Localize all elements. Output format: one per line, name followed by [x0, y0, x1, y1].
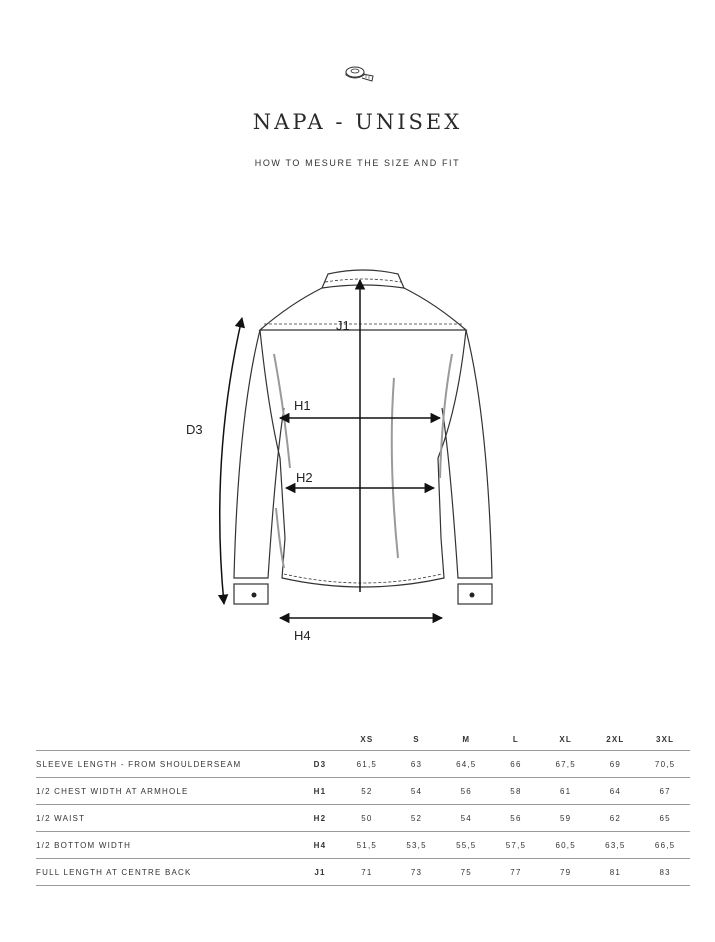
label-h2: H2: [296, 470, 313, 485]
row-code: H1: [298, 778, 342, 805]
cell-value: 62: [591, 805, 641, 832]
cell-value: 50: [342, 805, 392, 832]
cell-value: 64: [591, 778, 641, 805]
size-header: L: [491, 728, 541, 751]
label-d3: D3: [186, 422, 203, 437]
row-label: SLEEVE LENGTH - FROM SHOULDERSEAM: [36, 751, 298, 778]
cell-value: 54: [392, 778, 442, 805]
cell-value: 66: [491, 751, 541, 778]
cell-value: 79: [541, 859, 591, 886]
row-label: FULL LENGTH AT CENTRE BACK: [36, 859, 298, 886]
page-title: NAPA - UNISEX: [252, 110, 463, 134]
cell-value: 69: [591, 751, 641, 778]
row-code: H4: [298, 832, 342, 859]
cell-value: 60,5: [541, 832, 591, 859]
table-row: [36, 859, 690, 886]
table-row: [36, 832, 690, 859]
row-code: D3: [298, 751, 342, 778]
cell-value: 67,5: [541, 751, 591, 778]
shirt-back-illustration: [180, 258, 520, 658]
cell-value: 75: [441, 859, 491, 886]
size-header: 3XL: [640, 728, 690, 751]
size-chart-table: [36, 728, 690, 886]
size-header: XS: [342, 728, 392, 751]
cell-value: 70,5: [640, 751, 690, 778]
row-label: 1/2 CHEST WIDTH AT ARMHOLE: [36, 778, 298, 805]
measuring-tape-icon: [343, 62, 375, 84]
cell-value: 81: [591, 859, 641, 886]
label-h4: H4: [294, 628, 311, 643]
table-row: [36, 751, 690, 778]
cell-value: 52: [342, 778, 392, 805]
cell-value: 56: [441, 778, 491, 805]
cell-value: 55,5: [441, 832, 491, 859]
cell-value: 71: [342, 859, 392, 886]
cell-value: 52: [392, 805, 442, 832]
cell-value: 54: [441, 805, 491, 832]
table-header-row: [36, 728, 690, 751]
page-subtitle: HOW TO MESURE THE SIZE AND FIT: [254, 158, 461, 168]
row-code: J1: [298, 859, 342, 886]
cell-value: 63: [392, 751, 442, 778]
cell-value: 83: [640, 859, 690, 886]
cell-value: 61,5: [342, 751, 392, 778]
cell-value: 73: [392, 859, 442, 886]
size-header: 2XL: [591, 728, 641, 751]
cell-value: 59: [541, 805, 591, 832]
table-row: [36, 805, 690, 832]
row-code: H2: [298, 805, 342, 832]
size-header: XL: [541, 728, 591, 751]
label-h1: H1: [294, 398, 311, 413]
shirt-diagram: [180, 258, 520, 658]
row-label: 1/2 WAIST: [36, 805, 298, 832]
row-label: 1/2 BOTTOM WIDTH: [36, 832, 298, 859]
cell-value: 66,5: [640, 832, 690, 859]
cell-value: 53,5: [392, 832, 442, 859]
cell-value: 65: [640, 805, 690, 832]
size-header: M: [441, 728, 491, 751]
cell-value: 64,5: [441, 751, 491, 778]
size-header: S: [392, 728, 442, 751]
cell-value: 58: [491, 778, 541, 805]
cell-value: 56: [491, 805, 541, 832]
cell-value: 57,5: [491, 832, 541, 859]
cell-value: 63,5: [591, 832, 641, 859]
cell-value: 61: [541, 778, 591, 805]
label-j1: J1: [336, 318, 350, 333]
cell-value: 51,5: [342, 832, 392, 859]
cell-value: 77: [491, 859, 541, 886]
cell-value: 67: [640, 778, 690, 805]
table-row: [36, 778, 690, 805]
